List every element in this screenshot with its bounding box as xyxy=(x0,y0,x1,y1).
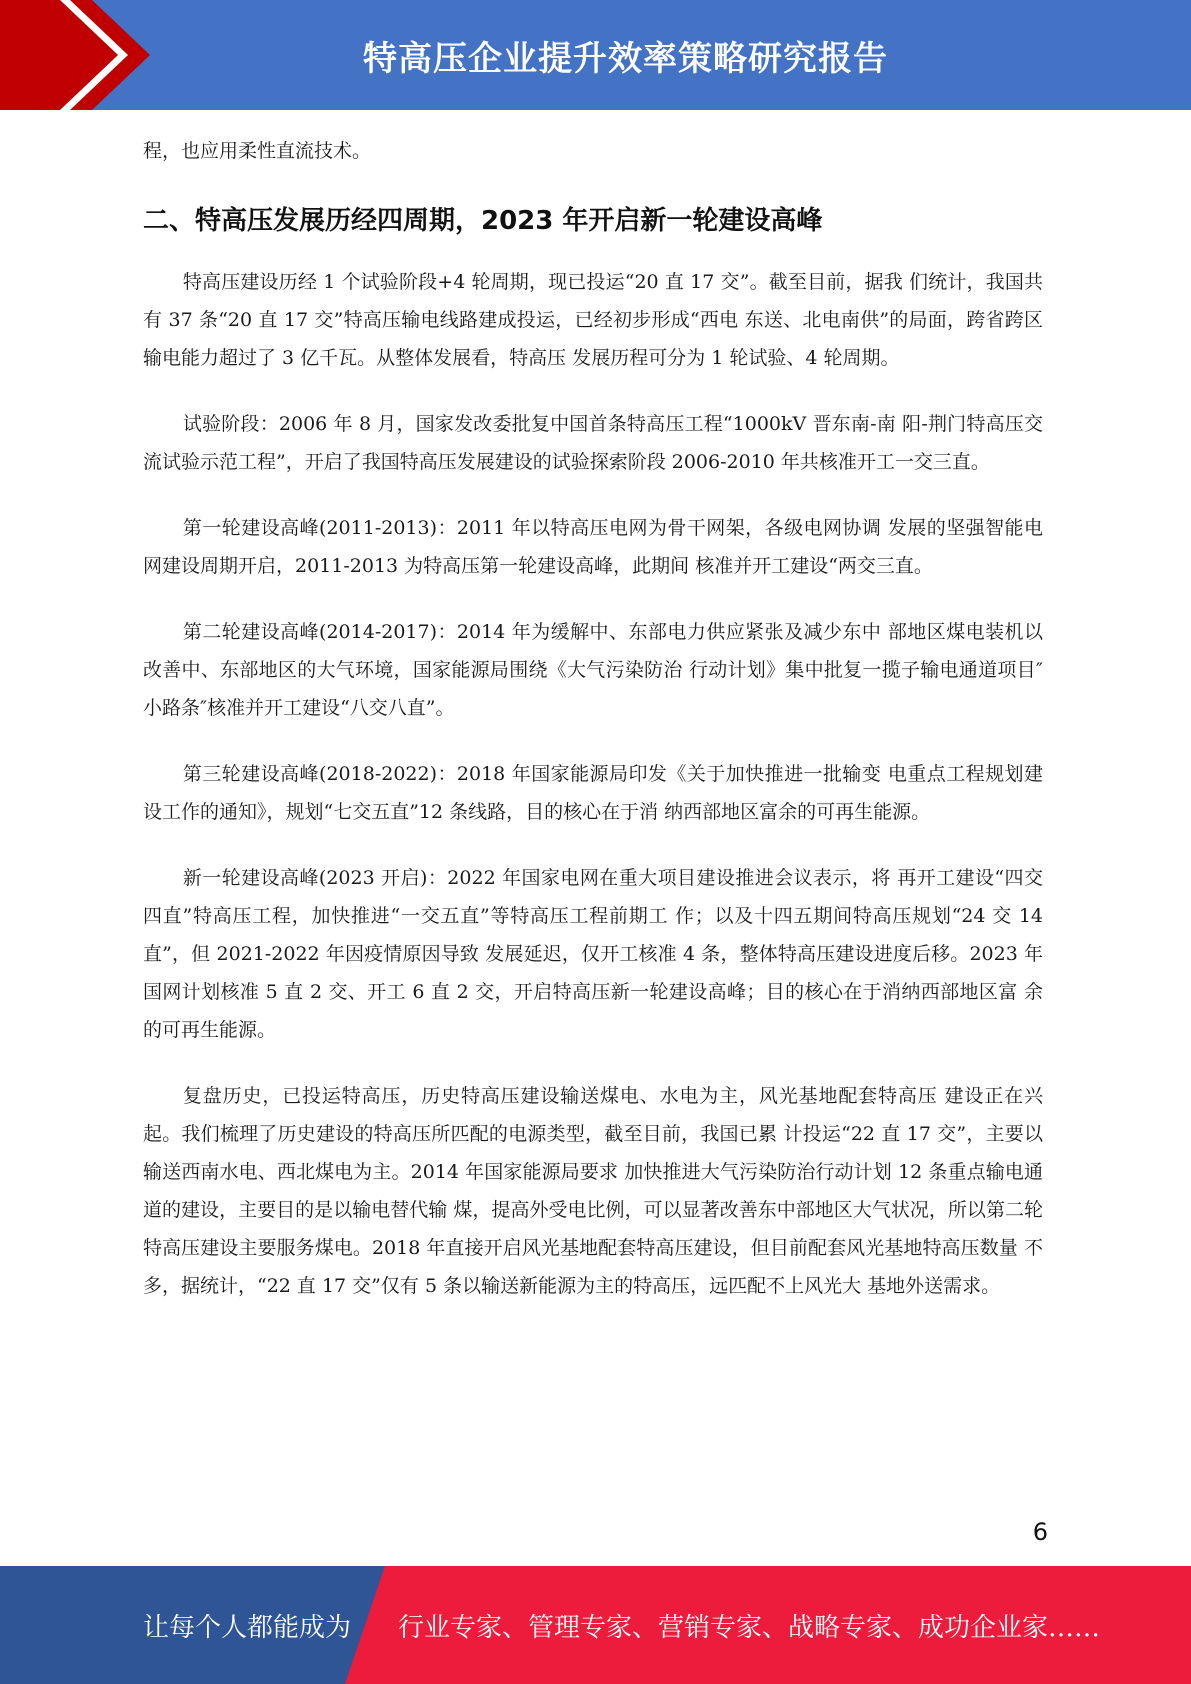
paragraph-second-peak: 第二轮建设高峰(2014-2017)：2014 年为缓解中、东部电力供应紧张及减少东中 部地区煤电装机以改善中、东部地区的大气环境，国家能源局围绕《大气污染防治 行动计划》集中批复一揽子输电通道项目″小路条″核准并开工建设“八交八直”。 xyxy=(143,621,1043,719)
page-number: 6 xyxy=(1032,1518,1048,1546)
paragraph-overview: 特高压建设历经 1 个试验阶段+4 轮周期，现已投运“20 直 17 交”。截至目前，据我 们统计，我国共有 37 条“20 直 17 交”特高压输电线路建成投运，已经初步形成“西电 东送、北电南供”的局面，跨省跨区输电能力超过了 3 亿千瓦。从整体发展看，特高压 发展历程可分为 1 轮试验、4 轮周期。 xyxy=(143,271,1043,369)
paragraph-trial-stage: 试验阶段：2006 年 8 月，国家发改委批复中国首条特高压工程“1000kV 晋东南-南 阳-荆门特高压交流试验示范工程”，开启了我国特高压发展建设的试验探索阶段 2006-2010 年共核准开工一交三直。 xyxy=(143,413,1043,473)
paragraph-first-peak: 第一轮建设高峰(2011-2013)：2011 年以特高压电网为骨干网架，各级电网协调 发展的坚强智能电网建设周期开启，2011-2013 为特高压第一轮建设高峰，此期间 核准并开工建设“两交三直。 xyxy=(143,517,1043,577)
report-title: 特高压企业提升效率策略研究报告 xyxy=(363,38,888,79)
paragraph-third-peak: 第三轮建设高峰(2018-2022)：2018 年国家能源局印发《关于加快推进一批输变 电重点工程规划建设工作的通知》，规划“七交五直”12 条线路，目的核心在于消 纳西部地区富余的可再生能源。 xyxy=(143,763,1043,823)
paragraph-new-peak: 新一轮建设高峰(2023 开启)：2022 年国家电网在重大项目建设推进会议表示，将 再开工建设“四交四直”特高压工程，加快推进“一交五直”等特高压工程前期工 作；以及十四五期间特高压规划“24 交 14 直”，但 2021-2022 年因疫情原因导致 发展延迟，仅开工核准 4 条，整体特高压建设进度后移。2023 年国网计划核准 5 直 2 交、开工 6 直 2 交，开启特高压新一轮建设高峰；目的核心在于消纳西部地区富 余的可再生能源。 xyxy=(143,867,1043,1041)
footer-slogan-left: 让每个人都能成为 xyxy=(143,1612,352,1643)
section-heading: 二、特高压发展历经四周期，2023 年开启新一轮建设高峰 xyxy=(143,206,823,236)
lead-text: 程，也应用柔性直流技术。 xyxy=(143,140,372,162)
page-header xyxy=(0,0,1191,110)
page-footer xyxy=(0,1566,1191,1684)
page-content xyxy=(143,132,1043,1333)
chevron-arrow-icon xyxy=(0,0,150,110)
footer-slogan-right: 行业专家、管理专家、营销专家、战略专家、成功企业家…… xyxy=(398,1612,1101,1643)
paragraph-review: 复盘历史，已投运特高压，历史特高压建设输送煤电、水电为主，风光基地配套特高压 建设正在兴起。我们梳理了历史建设的特高压所匹配的电源类型，截至目前，我国已累 计投运“22 直 17 交”，主要以输送西南水电、西北煤电为主。2014 年国家能源局要求 加快推进大气污染防治行动计划 12 条重点输电通道的建设，主要目的是以输电替代输 煤，提高外受电比例，可以显著改善东中部地区大气状况，所以第二轮特高压建设主要服务煤电。2018 年直接开启风光基地配套特高压建设，但目前配套风光基地特高压数量 不多，据统计，“22 直 17 交”仅有 5 条以输送新能源为主的特高压，远匹配不上风光大 基地外送需求。 xyxy=(143,1085,1043,1297)
